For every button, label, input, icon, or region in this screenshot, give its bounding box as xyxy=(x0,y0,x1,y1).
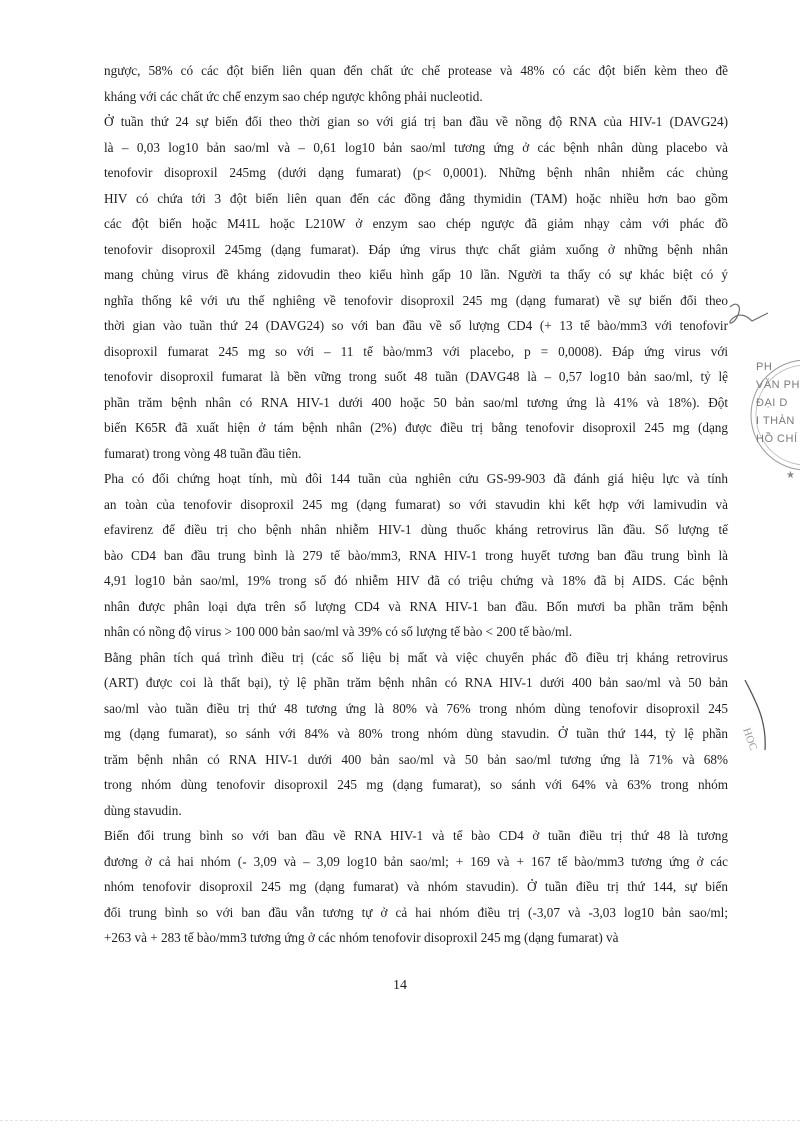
text-line: biến K65R đã xuất hiện ở tám bệnh nhân (2%) được điều trị bằng tenofovir disoproxil 245 mg (dạng xyxy=(104,420,728,435)
stamp-line: ĐẠI D xyxy=(756,397,788,409)
text-line: Bằng phân tích quá trình điều trị (các số liệu bị mất và việc chuyển phác đồ điều trị kháng retrovirus xyxy=(104,649,728,665)
text-line: 4,91 log10 bản sao/ml, 19% trong số đó nhiễm HIV đã có triệu chứng và 18% đã bị AIDS. Các bệnh xyxy=(104,573,728,588)
stamp-line: VĂN PH xyxy=(756,379,800,391)
text-line: nhóm tenofovir disoproxil 245 mg (dạng fumarat) và nhóm stavudin). Ở tuần điều trị thứ 144, sự biến xyxy=(104,879,728,894)
text-line: +263 và + 283 tế bào/mm3 tương ứng ở các nhóm tenofovir disoproxil 245 mg (dạng fumarat) và xyxy=(104,930,619,945)
text-line: ngược, 58% có các đột biến liên quan đến chất ức chế protease và 48% có các đột biến kèm theo đề xyxy=(104,63,728,78)
paragraph xyxy=(104,645,728,824)
text-line: các đột biến hoặc M41L hoặc L210W ở enzym sao chép ngược đã giảm nhạy cảm với phác đồ xyxy=(104,216,728,231)
svg-text:HOC: HOC xyxy=(740,726,760,753)
text-line: Biến đổi trung bình so với ban đầu về RNA HIV-1 và tế bào CD4 ở tuần điều trị thứ 48 là tương xyxy=(104,828,728,843)
text-line: disoproxil fumarat 245 mg so với – 11 tế bào/mm3 với placebo, p = 0,0008). Đáp ứng virus với xyxy=(104,343,728,359)
text-line: trăm bệnh nhân có RNA HIV-1 dưới 400 bản sao/ml và 50 bản sao/ml tương ứng là 71% và 68% xyxy=(104,751,728,767)
text-line: là – 0,03 log10 bản sao/ml và – 0,61 log10 bản sao/ml tương ứng ở các bệnh nhân dùng placebo và xyxy=(104,139,728,155)
text-line: mang chủng virus đề kháng zidovudin theo kiểu hình gấp 10 lần. Người ta thấy có sự khác biệt có ý xyxy=(104,267,728,282)
stamp-line: I THÀN xyxy=(756,415,795,427)
document-body xyxy=(104,58,728,951)
paragraph xyxy=(104,109,728,466)
paragraph xyxy=(104,823,728,951)
paragraph xyxy=(104,466,728,645)
text-line: tenofovir disoproxil fumarat là bền vững trong suốt 48 tuần (DAVG48 là – 0,57 log10 bản sao/ml, tỷ lệ xyxy=(104,369,728,384)
text-line: tenofovir disoproxil 245mg (dưới dạng fumarat) (p< 0,0001). Những bệnh nhân nhiễm các chủng xyxy=(104,165,728,180)
text-line: đổi trung bình so với ban đầu vẫn tương tự ở cả hai nhóm điều trị (-3,07 và -3,03 log10 bản sao/ml; xyxy=(104,904,728,920)
text-line: mg (dạng fumarat), so sánh với 84% và 80% trong nhóm dùng stavudin. Ở tuần thứ 144, tỷ lệ phần xyxy=(104,726,728,741)
paragraph xyxy=(104,58,728,109)
text-line: thời gian vào tuần thứ 24 (DAVG24) so với ban đầu về số lượng CD4 (+ 13 tế bào/mm3 với tenofovir xyxy=(104,318,728,333)
stamp-text-block xyxy=(756,358,800,448)
text-line: nhân được phân loại dựa trên số lượng CD4 và RNA HIV-1 ban đầu. Bốn mươi ba phần trăm bệnh xyxy=(104,598,728,614)
text-line: fumarat) trong vòng 48 tuần đầu tiên. xyxy=(104,445,302,461)
text-line: HIV có chứa tới 3 đột biến liên quan đến các đồng đẳng thymidin (TAM) hoặc nhiều hơn bao gồm xyxy=(104,190,728,206)
text-line: nhân có nồng độ virus > 100 000 bản sao/ml và 39% có số lượng tế bào < 200 tế bào/ml. xyxy=(104,624,573,639)
text-line: phần trăm bệnh nhân có RNA HIV-1 dưới 400 hoặc 50 bản sao/ml tương ứng là 41% và 18%). Đột xyxy=(104,394,728,410)
stamp-line: PH xyxy=(756,361,773,373)
signature-mark xyxy=(722,295,772,345)
text-line: nghĩa thống kê với ưu thế nghiêng về tenofovir disoproxil 245 mg (dạng fumarat) về sự biến đổi theo xyxy=(104,292,728,308)
text-line: (ART) được coi là thất bại), tỷ lệ phần trăm bệnh nhân có RNA HIV-1 dưới 400 bản sao/ml và 50 bản xyxy=(104,675,728,690)
page-number: 14 xyxy=(393,978,407,993)
stamp-line: HỒ CHÍ xyxy=(756,433,798,445)
text-line: efavirenz để điều trị cho bệnh nhân nhiễm HIV-1 dùng thuốc kháng retrovirus lần đầu. Số lượng tế xyxy=(104,522,728,537)
svg-text:★: ★ xyxy=(786,470,795,480)
text-line: tenofovir disoproxil 245mg (dạng fumarat). Đáp ứng virus thực chất giảm xuống ở những bệnh nhân xyxy=(104,241,728,257)
text-line: trong nhóm dùng tenofovir disoproxil 245 mg (dạng fumarat), so sánh với 64% và 63% trong nhóm xyxy=(104,777,728,792)
office-stamp xyxy=(746,350,800,480)
text-line: bào CD4 ban đầu trung bình là 279 tế bào/mm3, RNA HIV-1 trong huyết tương ban đầu trung bình là xyxy=(104,547,728,563)
text-line: an toàn của tenofovir disoproxil 245 mg (dạng fumarat) so với stavudin khi kết hợp với lamivudin và xyxy=(104,496,728,512)
text-line: kháng với các chất ức chế enzym sao chép ngược không phải nucleotid. xyxy=(104,88,483,104)
text-line: dùng stavudin. xyxy=(104,802,182,818)
stamp-edge-mark xyxy=(735,680,775,800)
text-line: Pha có đối chứng hoạt tính, mù đôi 144 tuần của nghiên cứu GS-99-903 đã đánh giá hiệu lực và tính xyxy=(104,471,728,486)
text-line: đương ở cả hai nhóm (- 3,09 và – 3,09 log10 bản sao/ml; + 169 và + 167 tế bào/mm3 tương ứng ở các xyxy=(104,853,728,869)
text-line: sao/ml vào tuần điều trị thứ 48 tương ứng là 80% và 76% trong nhóm dùng tenofovir disoproxil 245 xyxy=(104,700,728,716)
text-line: Ở tuần thứ 24 sự biến đổi theo thời gian so với giá trị ban đầu về nồng độ RNA của HIV-1 (DAVG24) xyxy=(104,114,728,129)
page-bottom-edge xyxy=(0,1120,800,1121)
